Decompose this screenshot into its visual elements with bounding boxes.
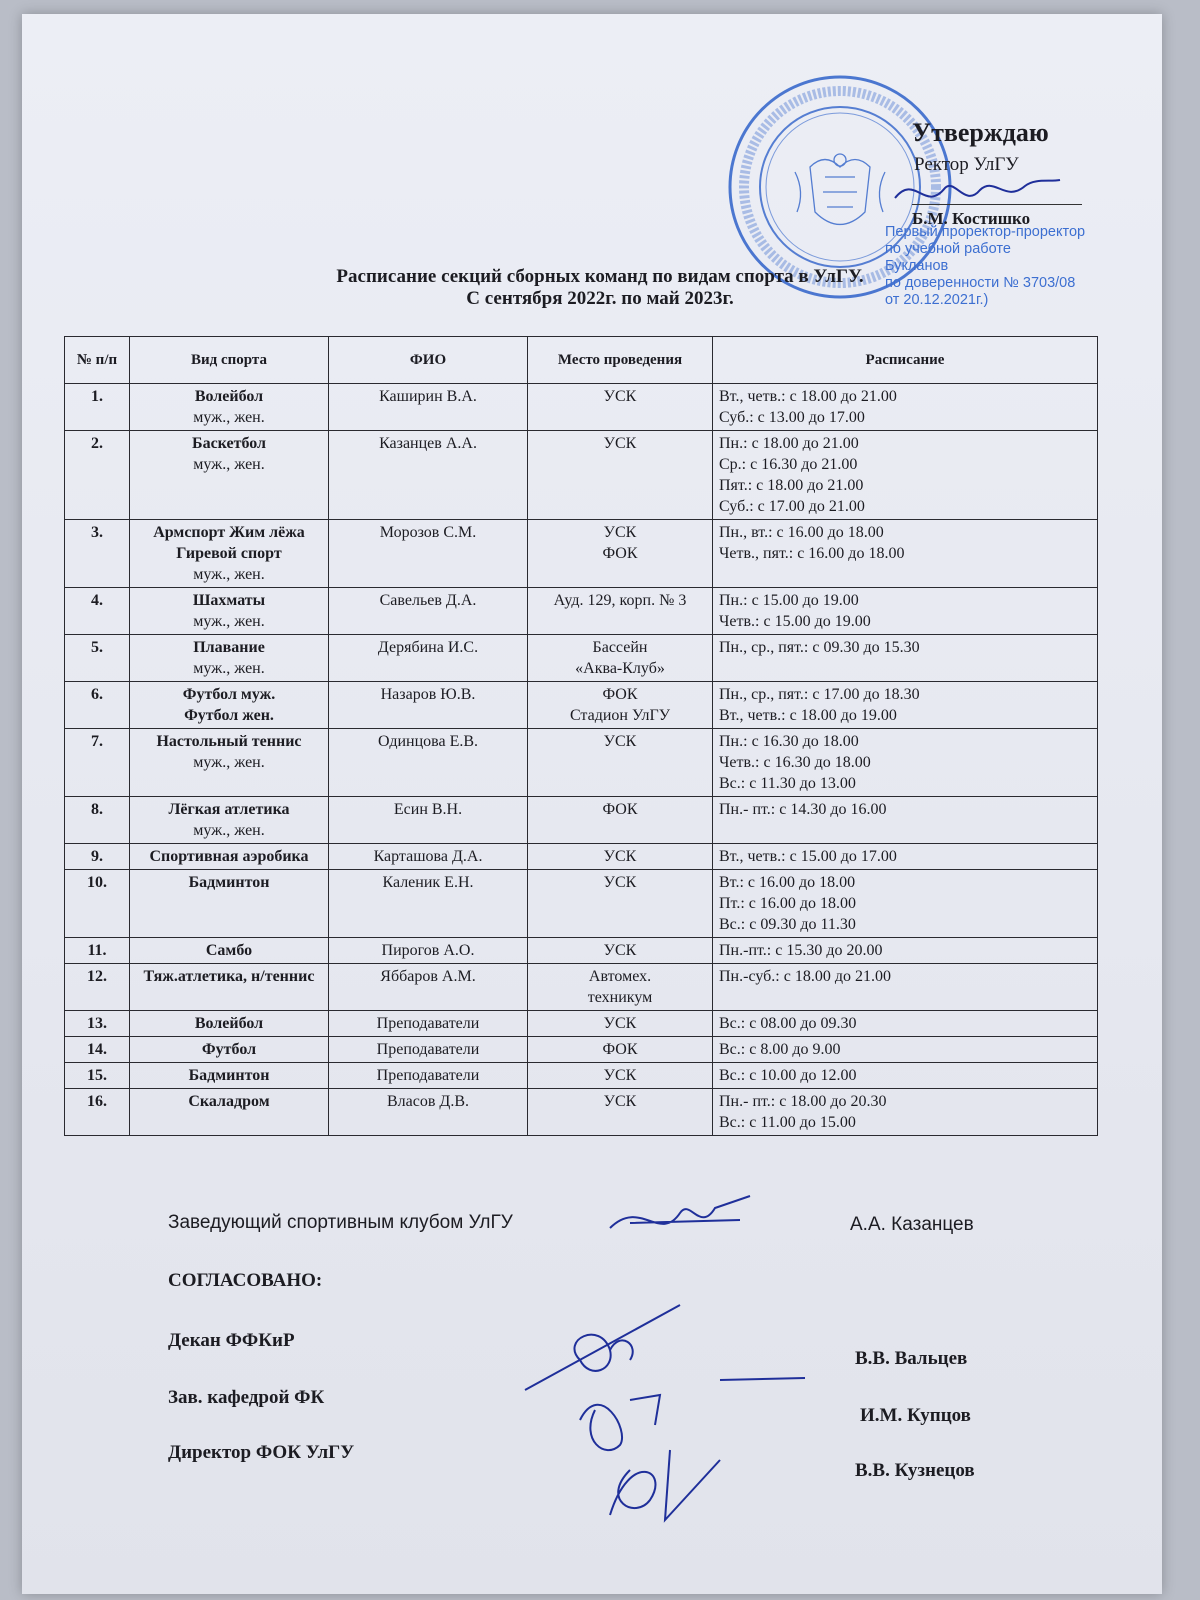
place-cell [528, 1011, 713, 1037]
coach-name: Морозов С.М. [329, 520, 528, 588]
schedule-line: Вс.: с 09.30 до 11.30 [719, 916, 856, 933]
table-header-row [65, 337, 1098, 384]
schedule-line: Пн., ср., пят.: с 09.30 до 15.30 [719, 639, 920, 656]
stamp-note-line: Первый проректор-проректор [885, 224, 1086, 240]
chair-name: И.М. Купцов [860, 1405, 971, 1426]
coach-name: Преподаватели [329, 1037, 528, 1063]
place-cell [528, 1037, 713, 1063]
sport-sub: муж., жен. [193, 456, 265, 473]
row-number: 5. [65, 635, 130, 682]
row-number: 12. [65, 964, 130, 1011]
header-fio: ФИО [329, 337, 528, 384]
schedule-line: Вс.: с 10.00 до 12.00 [719, 1067, 857, 1084]
schedule-line: Пн.: с 18.00 до 21.00 [719, 435, 859, 452]
place-cell [528, 384, 713, 431]
schedule-cell [713, 1037, 1098, 1063]
table-row [65, 1037, 1098, 1063]
table-row [65, 938, 1098, 964]
place-line: Стадион УлГУ [569, 707, 671, 724]
schedule-cell [713, 797, 1098, 844]
place-line: УСК [603, 1015, 637, 1032]
schedule-cell [713, 1089, 1098, 1136]
schedule-line: Пн.-суб.: с 18.00 до 21.00 [719, 968, 891, 985]
schedule-cell [713, 938, 1098, 964]
schedule-table-body [65, 384, 1098, 1136]
place-line: УСК [603, 1067, 637, 1084]
schedule-cell [713, 964, 1098, 1011]
coach-name: Есин В.Н. [329, 797, 528, 844]
place-line: УСК [603, 1093, 637, 1110]
title-line-2: С сентября 2022г. по май 2023г. [466, 288, 734, 309]
schedule-line: Пят.: с 18.00 до 21.00 [719, 477, 864, 494]
table-row [65, 1063, 1098, 1089]
sport-name: Тяж.атлетика, н/теннис [143, 968, 315, 985]
coach-name: Преподаватели [329, 1063, 528, 1089]
place-cell [528, 844, 713, 870]
header-place: Место проведения [528, 337, 713, 384]
schedule-cell [713, 844, 1098, 870]
sport-name: Лёгкая атлетика [168, 801, 290, 818]
sport-name: Самбо [205, 942, 253, 959]
table-row [65, 682, 1098, 729]
row-number: 9. [65, 844, 130, 870]
schedule-cell [713, 520, 1098, 588]
place-line: УСК [603, 733, 637, 750]
stamp-note-line: по доверенности № 3703/08 [885, 275, 1076, 291]
place-cell [528, 797, 713, 844]
sport-name: Бадминтон [188, 1067, 270, 1084]
table-row [65, 870, 1098, 938]
schedule-line: Пн., ср., пят.: с 17.00 до 18.30 [719, 686, 920, 703]
schedule-line: Пт.: с 16.00 до 18.00 [719, 895, 857, 912]
sport-cell [130, 938, 329, 964]
place-line: УСК [603, 524, 637, 541]
schedule-line: Вс.: с 8.00 до 9.00 [719, 1041, 841, 1058]
sport-cell [130, 588, 329, 635]
table-row [65, 431, 1098, 520]
sport-cell [130, 870, 329, 938]
row-number: 7. [65, 729, 130, 797]
sport-sub: муж., жен. [193, 754, 265, 771]
schedule-cell [713, 588, 1098, 635]
table-row [65, 797, 1098, 844]
place-line: УСК [603, 874, 637, 891]
schedule-cell [713, 635, 1098, 682]
table-row [65, 384, 1098, 431]
sport-name: Шахматы [192, 592, 266, 609]
row-number: 8. [65, 797, 130, 844]
place-line: ФОК [602, 686, 638, 703]
sport-cell [130, 682, 329, 729]
dean-name: В.В. Вальцев [855, 1348, 968, 1369]
sport-name: Волейбол [194, 388, 264, 405]
sport-name: Спортивная аэробика [149, 848, 309, 865]
schedule-line: Пн.-пт.: с 15.30 до 20.00 [719, 942, 883, 959]
place-cell [528, 588, 713, 635]
approval-name: Б.М. Костишко [912, 209, 1031, 228]
header-number: № п/п [65, 337, 130, 384]
row-number: 10. [65, 870, 130, 938]
schedule-line: Суб.: с 13.00 до 17.00 [719, 409, 865, 426]
table-row [65, 1089, 1098, 1136]
place-line: УСК [603, 388, 637, 405]
sport-cell [130, 384, 329, 431]
place-line: Ауд. 129, корп. № 3 [553, 592, 687, 609]
place-cell [528, 1089, 713, 1136]
row-number: 6. [65, 682, 130, 729]
schedule-line: Вт., четв.: с 15.00 до 17.00 [719, 848, 897, 865]
row-number: 2. [65, 431, 130, 520]
place-cell [528, 870, 713, 938]
table-row [65, 588, 1098, 635]
table-row [65, 1011, 1098, 1037]
stamp-note-line: от 20.12.2021г.) [885, 292, 989, 308]
place-cell [528, 964, 713, 1011]
schedule-cell [713, 729, 1098, 797]
place-cell [528, 520, 713, 588]
place-cell [528, 635, 713, 682]
schedule-line: Вс.: с 11.30 до 13.00 [719, 775, 856, 792]
row-number: 4. [65, 588, 130, 635]
place-line: ФОК [602, 545, 638, 562]
document-title [0, 266, 1200, 310]
place-line: техникум [587, 989, 653, 1006]
place-line: Бассейн [592, 639, 648, 656]
schedule-table [64, 336, 1098, 1136]
schedule-line: Пн.: с 16.30 до 18.00 [719, 733, 859, 750]
place-cell [528, 431, 713, 520]
place-line: Автомех. [588, 968, 652, 985]
coach-name: Яббаров А.М. [329, 964, 528, 1011]
schedule-line: Вт., четв.: с 18.00 до 21.00 [719, 388, 897, 405]
table-row [65, 844, 1098, 870]
place-cell [528, 1063, 713, 1089]
club-head-label: Заведующий спортивным клубом УлГУ [168, 1212, 513, 1233]
sport-sub: муж., жен. [193, 409, 265, 426]
row-number: 3. [65, 520, 130, 588]
club-head-name: А.А. Казанцев [850, 1214, 974, 1235]
title-line-1: Расписание секций сборных команд по видам спорта в УлГУ. [336, 266, 864, 287]
place-line: «Аква-Клуб» [575, 660, 665, 677]
sport-name: Армспорт Жим лёжа Гиревой спорт [153, 524, 305, 562]
sport-name: Футбол [201, 1041, 257, 1058]
place-line: ФОК [602, 1041, 638, 1058]
coach-name: Карташова Д.А. [329, 844, 528, 870]
row-number: 15. [65, 1063, 130, 1089]
sport-cell [130, 1089, 329, 1136]
approval-word: Утверждаю [912, 118, 1049, 147]
schedule-cell [713, 1011, 1098, 1037]
sport-cell [130, 431, 329, 520]
schedule-line: Пн.- пт.: с 14.30 до 16.00 [719, 801, 887, 818]
sport-cell [130, 1011, 329, 1037]
director-label: Директор ФОК УлГУ [168, 1442, 355, 1463]
schedule-line: Вс.: с 08.00 до 09.30 [719, 1015, 857, 1032]
schedule-line: Пн.: с 15.00 до 19.00 [719, 592, 859, 609]
schedule-line: Пн.- пт.: с 18.00 до 20.30 [719, 1093, 887, 1110]
coach-name: Одинцова Е.В. [329, 729, 528, 797]
approval-signatures [520, 1300, 820, 1530]
schedule-line: Вт., четв.: с 18.00 до 19.00 [719, 707, 897, 724]
stamp-note-line: Букланов [885, 258, 949, 274]
approval-role: Ректор УлГУ [914, 154, 1019, 175]
schedule-cell [713, 682, 1098, 729]
schedule-cell [713, 384, 1098, 431]
club-head-signature [600, 1188, 760, 1248]
sport-sub: муж., жен. [193, 566, 265, 583]
sport-cell [130, 1037, 329, 1063]
sport-cell [130, 729, 329, 797]
coach-name: Каширин В.А. [329, 384, 528, 431]
place-cell [528, 682, 713, 729]
table-row [65, 964, 1098, 1011]
place-line: УСК [603, 435, 637, 452]
schedule-line: Четв., пят.: с 16.00 до 18.00 [719, 545, 905, 562]
sport-name: Плавание [193, 639, 265, 656]
row-number: 14. [65, 1037, 130, 1063]
place-line: УСК [603, 942, 637, 959]
schedule-line: Вс.: с 11.00 до 15.00 [719, 1114, 856, 1131]
place-cell [528, 938, 713, 964]
sport-cell [130, 964, 329, 1011]
sport-sub: Футбол жен. [184, 707, 274, 724]
coach-name: Пирогов А.О. [329, 938, 528, 964]
schedule-cell [713, 870, 1098, 938]
header-schedule: Расписание [713, 337, 1098, 384]
table-row [65, 729, 1098, 797]
dean-label: Декан ФФКиР [168, 1330, 295, 1351]
sport-name: Футбол муж. [182, 686, 276, 703]
place-cell [528, 729, 713, 797]
coach-name: Каленик Е.Н. [329, 870, 528, 938]
header-sport: Вид спорта [130, 337, 329, 384]
place-line: ФОК [602, 801, 638, 818]
coach-name: Власов Д.В. [329, 1089, 528, 1136]
sport-name: Настольный теннис [156, 733, 302, 750]
sport-name: Скаладром [188, 1093, 270, 1110]
sport-name: Волейбол [194, 1015, 264, 1032]
sport-name: Бадминтон [188, 874, 270, 891]
sport-sub: муж., жен. [193, 822, 265, 839]
row-number: 16. [65, 1089, 130, 1136]
schedule-line: Четв.: с 16.30 до 18.00 [719, 754, 871, 771]
sport-sub: муж., жен. [193, 660, 265, 677]
chair-label: Зав. кафедрой ФК [168, 1387, 325, 1408]
agreed-heading: СОГЛАСОВАНО: [168, 1270, 323, 1291]
coach-name: Савельев Д.А. [329, 588, 528, 635]
row-number: 1. [65, 384, 130, 431]
schedule-line: Вт.: с 16.00 до 18.00 [719, 874, 856, 891]
stamp-note-line: по учебной работе [885, 241, 1011, 257]
sport-cell [130, 635, 329, 682]
schedule-cell [713, 431, 1098, 520]
sport-cell [130, 1063, 329, 1089]
table-row [65, 635, 1098, 682]
schedule-line: Ср.: с 16.30 до 21.00 [719, 456, 858, 473]
schedule-cell [713, 1063, 1098, 1089]
sport-sub: муж., жен. [193, 613, 265, 630]
sport-cell [130, 520, 329, 588]
director-name: В.В. Кузнецов [855, 1460, 975, 1481]
place-line: УСК [603, 848, 637, 865]
sport-cell [130, 844, 329, 870]
row-number: 13. [65, 1011, 130, 1037]
row-number: 11. [65, 938, 130, 964]
rector-signature [885, 168, 1065, 218]
coach-name: Казанцев А.А. [329, 431, 528, 520]
sport-name: Баскетбол [191, 435, 266, 452]
coach-name: Дерябина И.С. [329, 635, 528, 682]
sport-cell [130, 797, 329, 844]
coach-name: Преподаватели [329, 1011, 528, 1037]
schedule-line: Пн., вт.: с 16.00 до 18.00 [719, 524, 884, 541]
schedule-line: Четв.: с 15.00 до 19.00 [719, 613, 871, 630]
coach-name: Назаров Ю.В. [329, 682, 528, 729]
schedule-line: Суб.: с 17.00 до 21.00 [719, 498, 865, 515]
table-row [65, 520, 1098, 588]
